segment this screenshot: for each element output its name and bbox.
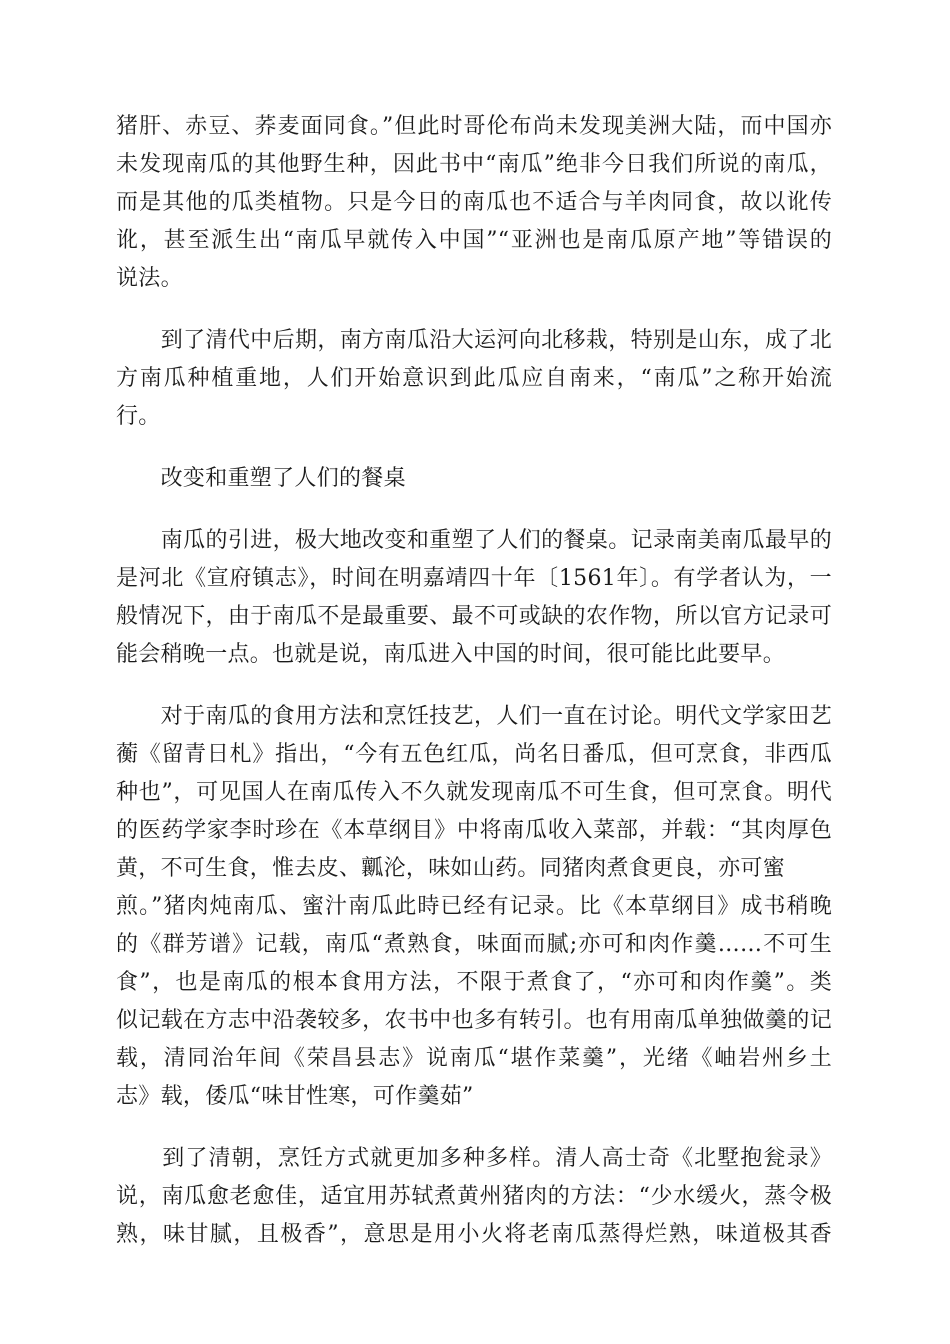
section-heading [116,460,832,498]
text-line: 到了清朝，烹饪方式就更加多种多样。清人高士奇《北墅抱瓮录》 [116,1146,832,1171]
text-line: 种也”，可见国人在南瓜传入不久就发现南瓜不可生食，但可烹食。明代 [116,780,832,805]
text-line: 志》载，倭瓜“味甘性寒，可作羹茹” [116,1084,474,1109]
text-line: 而是其他的瓜类植物。只是今日的南瓜也不适合与羊肉同食，故以讹传 [116,190,832,215]
heading-line: 改变和重塑了人们的餐桌 [116,466,406,491]
text-line: 熟，味甘腻，且极香”，意思是用小火将老南瓜蒸得烂熟，味道极其香 [116,1222,832,1247]
text-line: 蘅《留青日札》指出，“今有五色红瓜，尚名日番瓜，但可烹食，非西瓜 [116,742,832,767]
text-line: 说法。 [116,266,183,291]
text-line: 载，清同治年间《荣昌县志》说南瓜“堪作菜羹”，光绪《岫岩州乡土 [116,1046,832,1071]
paragraph-5 [116,1140,832,1254]
text-line: 黄，不可生食，惟去皮、瓤沦，味如山药。同猪肉煮食更良，亦可蜜 [116,856,786,881]
text-line: 似记载在方志中沿袭较多，农书中也多有转引。也有用南瓜单独做羹的记 [116,1008,832,1033]
text-line: 是河北《宣府镇志》，时间在明嘉靖四十年〔1561年〕。有学者认为，一 [116,566,832,591]
text-line: 猪肝、赤豆、荞麦面同食。”但此时哥伦布尚未发现美洲大陆，而中国亦 [116,114,832,139]
text-line: 南瓜的引进，极大地改变和重塑了人们的餐桌。记录南美南瓜最早的 [116,528,832,553]
text-line: 对于南瓜的食用方法和烹饪技艺，人们一直在讨论。明代文学家田艺 [116,704,832,729]
text-line: 到了清代中后期，南方南瓜沿大运河向北移栽，特别是山东，成了北 [116,328,832,353]
paragraph-gap [116,674,832,698]
paragraph-4 [116,698,832,1116]
paragraph-2 [116,322,832,436]
text-line: 未发现南瓜的其他野生种，因此书中“南瓜”绝非今日我们所说的南瓜， [116,152,832,177]
paragraph-3 [116,522,832,674]
paragraph-gap [116,1116,832,1140]
paragraph-gap [116,498,832,522]
text-line: 食”，也是南瓜的根本食用方法，不限于煮食了，“亦可和肉作羹”。类 [116,970,832,995]
text-line: 说，南瓜愈老愈佳，适宜用苏轼煮黄州猪肉的方法：“少水缓火，蒸令极 [116,1184,832,1209]
document-page [116,108,832,1254]
text-line: 般情况下，由于南瓜不是最重要、最不可或缺的农作物，所以官方记录可 [116,604,832,629]
paragraph-gap [116,298,832,322]
text-line: 的医药学家李时珍在《本草纲目》中将南瓜收入菜部，并载：“其肉厚色 [116,818,832,843]
text-line: 行。 [116,404,161,429]
text-line: 能会稍晚一点。也就是说，南瓜进入中国的时间，很可能比此要早。 [116,642,786,667]
text-line: 方南瓜种植重地，人们开始意识到此瓜应自南来，“南瓜”之称开始流 [116,366,832,391]
paragraph-gap [116,436,832,460]
text-line: 讹，甚至派生出“南瓜早就传入中国”“亚洲也是南瓜原产地”等错误的 [116,228,832,253]
text-line: 的《群芳谱》记载，南瓜“煮熟食，味面而腻;亦可和肉作羹……不可生 [116,932,832,957]
paragraph-1 [116,108,832,298]
text-line: 煎。”猪肉炖南瓜、蜜汁南瓜此時已经有记录。比《本草纲目》成书稍晚 [116,894,832,919]
